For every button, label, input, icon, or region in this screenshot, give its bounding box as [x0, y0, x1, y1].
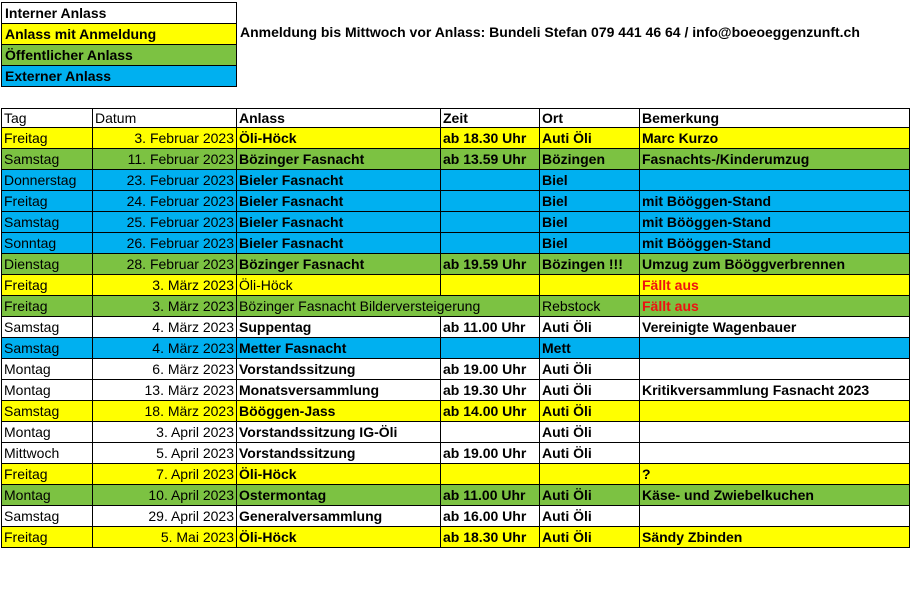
cell-bemerkung: ? [640, 464, 910, 485]
cell-tag: Montag [2, 380, 93, 401]
cell-bemerkung: Marc Kurzo [640, 128, 910, 149]
cell-tag: Samstag [2, 506, 93, 527]
header-datum: Datum [93, 109, 237, 128]
cell-bemerkung [640, 359, 910, 380]
cell-anlass: Vorstandssitzung [237, 443, 441, 464]
cell-bemerkung: Kritikversammlung Fasnacht 2023 [640, 380, 910, 401]
cell-anlass: Bieler Fasnacht [237, 170, 441, 191]
header-ort: Ort [540, 109, 640, 128]
cell-anlass: Öli-Höck [237, 275, 441, 296]
cell-bemerkung: Vereinigte Wagenbauer [640, 317, 910, 338]
cell-anlass: Bözinger Fasnacht [237, 254, 441, 275]
cell-datum: 3. April 2023 [93, 422, 237, 443]
header-zeit: Zeit [441, 109, 540, 128]
table-row [2, 464, 910, 485]
cell-datum: 7. April 2023 [93, 464, 237, 485]
cell-zeit: ab 19.00 Uhr [441, 443, 540, 464]
cell-bemerkung [640, 422, 910, 443]
cell-tag: Montag [2, 359, 93, 380]
cell-ort: Auti Öli [540, 359, 640, 380]
cell-datum: 23. Februar 2023 [93, 170, 237, 191]
cell-datum: 4. März 2023 [93, 317, 237, 338]
cell-bemerkung [640, 506, 910, 527]
cell-bemerkung: mit Bööggen-Stand [640, 191, 910, 212]
legend-item-oeffentlich: Öffentlicher Anlass [2, 45, 237, 66]
cell-datum: 18. März 2023 [93, 401, 237, 422]
table-row [2, 422, 910, 443]
legend-item-anmeldung: Anlass mit Anmeldung [2, 24, 237, 45]
table-row [2, 380, 910, 401]
cell-zeit: ab 18.30 Uhr [441, 128, 540, 149]
cell-anlass: Metter Fasnacht [237, 338, 441, 359]
table-header-row [2, 109, 910, 128]
cell-zeit [441, 191, 540, 212]
cell-tag: Freitag [2, 128, 93, 149]
cell-bemerkung [640, 170, 910, 191]
cell-bemerkung: Fasnachts-/Kinderumzug [640, 149, 910, 170]
cell-zeit [441, 212, 540, 233]
cell-datum: 4. März 2023 [93, 338, 237, 359]
cell-tag: Montag [2, 422, 93, 443]
cell-zeit: ab 13.59 Uhr [441, 149, 540, 170]
cell-ort: Auti Öli [540, 380, 640, 401]
cell-ort: Auti Öli [540, 128, 640, 149]
cell-anlass: Öli-Höck [237, 128, 441, 149]
cell-ort: Bözingen [540, 149, 640, 170]
cell-bemerkung: Umzug zum Bööggverbrennen [640, 254, 910, 275]
cell-anlass: Suppentag [237, 317, 441, 338]
header-tag: Tag [2, 109, 93, 128]
header-bemerkung: Bemerkung [640, 109, 910, 128]
cell-anlass: Generalversammlung [237, 506, 441, 527]
cell-zeit [441, 233, 540, 254]
cell-datum: 25. Februar 2023 [93, 212, 237, 233]
cell-bemerkung: Fällt aus [640, 275, 910, 296]
table-row [2, 254, 910, 275]
legend-item-intern: Interner Anlass [2, 3, 237, 24]
cell-ort: Biel [540, 170, 640, 191]
table-row [2, 317, 910, 338]
table-row [2, 485, 910, 506]
cell-zeit [441, 464, 540, 485]
cell-anlass: Öli-Höck [237, 464, 441, 485]
table-row [2, 233, 910, 254]
cell-tag: Samstag [2, 317, 93, 338]
schedule-table [1, 108, 910, 548]
cell-tag: Freitag [2, 191, 93, 212]
cell-ort [540, 464, 640, 485]
legend-row [2, 24, 237, 45]
table-row [2, 149, 910, 170]
table-row [2, 338, 910, 359]
cell-zeit [441, 170, 540, 191]
cell-anlass: Bieler Fasnacht [237, 191, 441, 212]
cell-tag: Freitag [2, 296, 93, 317]
legend-row [2, 66, 237, 87]
cell-ort: Biel [540, 191, 640, 212]
cell-zeit: ab 11.00 Uhr [441, 485, 540, 506]
cell-zeit: ab 19.00 Uhr [441, 359, 540, 380]
cell-zeit: ab 18.30 Uhr [441, 527, 540, 548]
cell-bemerkung: mit Bööggen-Stand [640, 212, 910, 233]
cell-tag: Freitag [2, 527, 93, 548]
cell-zeit: ab 11.00 Uhr [441, 317, 540, 338]
cell-ort: Auti Öli [540, 527, 640, 548]
cell-anlass: Vorstandssitzung [237, 359, 441, 380]
cell-ort: Auti Öli [540, 422, 640, 443]
legend-item-extern: Externer Anlass [2, 66, 237, 87]
cell-ort [540, 275, 640, 296]
table-row [2, 443, 910, 464]
cell-ort: Mett [540, 338, 640, 359]
cell-datum: 5. April 2023 [93, 443, 237, 464]
table-row [2, 191, 910, 212]
cell-datum: 3. März 2023 [93, 296, 237, 317]
table-row [2, 170, 910, 191]
cell-anlass: Bieler Fasnacht [237, 212, 441, 233]
cell-ort: Auti Öli [540, 485, 640, 506]
cell-bemerkung: Fällt aus [640, 296, 910, 317]
cell-tag: Freitag [2, 275, 93, 296]
cell-anlass: Bööggen-Jass [237, 401, 441, 422]
cell-datum: 29. April 2023 [93, 506, 237, 527]
table-row [2, 506, 910, 527]
cell-tag: Sonntag [2, 233, 93, 254]
header-anlass: Anlass [237, 109, 441, 128]
cell-zeit [441, 422, 540, 443]
cell-zeit: ab 19.30 Uhr [441, 380, 540, 401]
table-row [2, 212, 910, 233]
cell-ort: Auti Öli [540, 506, 640, 527]
cell-datum: 11. Februar 2023 [93, 149, 237, 170]
cell-tag: Samstag [2, 401, 93, 422]
cell-tag: Freitag [2, 464, 93, 485]
cell-datum: 26. Februar 2023 [93, 233, 237, 254]
cell-anlass: Bözinger Fasnacht [237, 149, 441, 170]
cell-zeit: ab 16.00 Uhr [441, 506, 540, 527]
table-row [2, 527, 910, 548]
cell-bemerkung: Käse- und Zwiebelkuchen [640, 485, 910, 506]
table-row [2, 401, 910, 422]
cell-anlass: Öli-Höck [237, 527, 441, 548]
table-row [2, 128, 910, 149]
cell-bemerkung: mit Bööggen-Stand [640, 233, 910, 254]
cell-ort: Auti Öli [540, 401, 640, 422]
cell-bemerkung [640, 443, 910, 464]
cell-tag: Mittwoch [2, 443, 93, 464]
cell-bemerkung [640, 401, 910, 422]
legend-table [1, 2, 237, 87]
cell-ort: Biel [540, 212, 640, 233]
cell-zeit [441, 275, 540, 296]
cell-datum: 6. März 2023 [93, 359, 237, 380]
cell-anlass: Vorstandssitzung IG-Öli [237, 422, 441, 443]
cell-zeit: ab 19.59 Uhr [441, 254, 540, 275]
cell-anlass: Monatsversammlung [237, 380, 441, 401]
cell-tag: Dienstag [2, 254, 93, 275]
cell-ort: Auti Öli [540, 317, 640, 338]
cell-datum: 5. Mai 2023 [93, 527, 237, 548]
cell-tag: Montag [2, 485, 93, 506]
cell-ort: Auti Öli [540, 443, 640, 464]
cell-bemerkung: Sändy Zbinden [640, 527, 910, 548]
cell-datum: 13. März 2023 [93, 380, 237, 401]
cell-tag: Samstag [2, 212, 93, 233]
cell-datum: 10. April 2023 [93, 485, 237, 506]
cell-datum: 3. Februar 2023 [93, 128, 237, 149]
cell-bemerkung [640, 338, 910, 359]
cell-tag: Samstag [2, 149, 93, 170]
legend-row [2, 45, 237, 66]
cell-ort: Rebstock [540, 296, 640, 317]
cell-ort: Bözingen !!! [540, 254, 640, 275]
cell-datum: 28. Februar 2023 [93, 254, 237, 275]
table-row [2, 359, 910, 380]
cell-ort: Biel [540, 233, 640, 254]
table-row [2, 275, 910, 296]
legend-row [2, 3, 237, 24]
cell-anlass: Ostermontag [237, 485, 441, 506]
cell-datum: 3. März 2023 [93, 275, 237, 296]
cell-anlass: Bözinger Fasnacht Bilderversteigerung [237, 296, 540, 317]
registration-notice: Anmeldung bis Mittwoch vor Anlass: Bundeli Stefan 079 441 46 64 / info@boeoeggenzunft.ch [240, 24, 860, 40]
cell-tag: Samstag [2, 338, 93, 359]
table-row [2, 296, 910, 317]
cell-zeit [441, 338, 540, 359]
cell-datum: 24. Februar 2023 [93, 191, 237, 212]
cell-zeit: ab 14.00 Uhr [441, 401, 540, 422]
cell-anlass: Bieler Fasnacht [237, 233, 441, 254]
cell-tag: Donnerstag [2, 170, 93, 191]
